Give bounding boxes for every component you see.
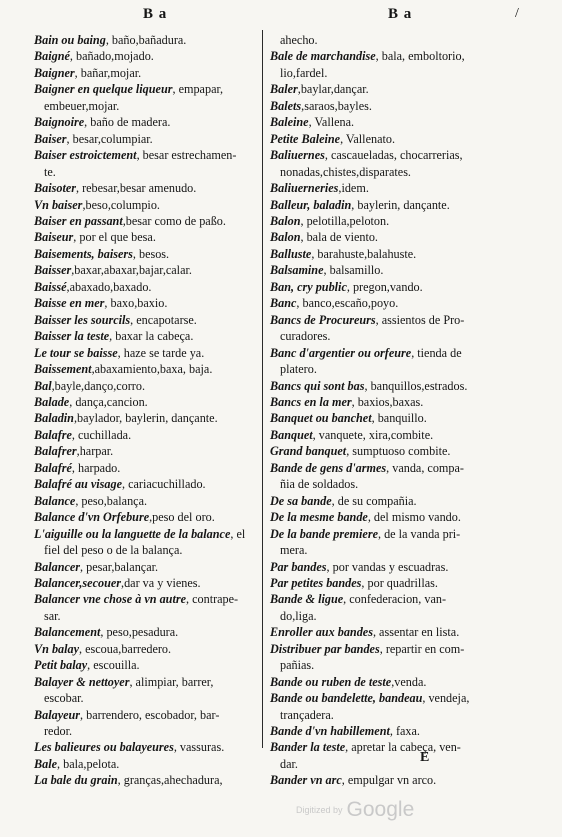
entry-headword: Distribuer par bandes [270,641,380,656]
dictionary-entry [34,624,254,640]
entry-headword: Baiser estroictement [34,148,137,163]
entry-translation: ,beso,columpio. [82,197,160,212]
dictionary-entry [270,180,488,196]
dictionary-entry [270,526,488,542]
dictionary-entry [270,410,488,426]
entry-translation: mera. [280,543,308,558]
entry-translation: , vanda, compa- [386,460,464,475]
dictionary-entry [270,690,488,706]
entry-headword: Bale de marchandise [270,49,376,64]
dictionary-entry [34,32,254,48]
entry-headword: Banc [270,296,297,311]
entry-translation: , banquillo. [371,411,427,426]
entry-headword: Enroller aux bandes [270,625,373,640]
entry-translation: , por quadrillas. [361,575,438,590]
entry-headword: Baissé [34,279,67,294]
entry-translation: , peso,pesadura. [100,625,179,640]
dictionary-entry [34,756,254,772]
entry-headword: Balancer,secouer [34,575,122,590]
entry-translation: , besos. [132,246,170,261]
entry-headword: Balade [34,394,70,409]
entry-translation: , harpado. [71,460,121,475]
entry-translation: curadores. [280,329,331,344]
dictionary-entry [34,559,254,575]
entry-translation: , por vandas y escuadras. [326,559,449,574]
entry-translation: , tienda de [411,345,462,360]
dictionary-entry [270,674,488,690]
entry-translation: , baylerin, dançante. [351,197,450,212]
entry-translation: , pelotilla,peloton. [300,213,390,228]
entry-translation: ,baylador, baylerin, dançante. [73,411,218,426]
dictionary-entry [34,279,254,295]
dictionary-entry [270,81,488,97]
entry-headword: Baissement [34,362,92,377]
entry-translation: , contrape- [186,592,239,607]
entry-headword: De la bande premiere [270,526,378,541]
dictionary-entry [34,81,254,97]
entry-translation: , baxar la cabeça. [109,329,194,344]
dictionary-entry [270,772,488,788]
dictionary-entry [34,180,254,196]
entry-headword: Bande ou ruben de teste [270,674,392,689]
entry-headword: Baisse en mer [34,296,105,311]
entry-translation: , banquillos,estrados. [364,378,468,393]
entry-headword: Baler [270,82,298,97]
entry-translation: , rebesar,besar amenudo. [75,181,197,196]
entry-translation: , assientos de Pro- [375,312,465,327]
dictionary-entry [34,229,254,245]
entry-headword: Balancement [34,625,101,640]
entry-headword: Balance [34,493,76,508]
entry-headword: Baiser en passant [34,213,123,228]
dictionary-entry [34,312,254,328]
entry-translation: , baño,bañadura. [105,33,187,47]
entry-translation: , por el que besa. [73,230,156,245]
entry-headword: La bale du grain [34,773,118,788]
entry-continuation-line [270,542,488,558]
dictionary-entry [270,509,488,525]
dictionary-entry [34,591,254,607]
entry-headword: Bancs de Procureurs [270,312,376,327]
entry-translation: , besar estrechamen- [136,148,237,163]
dictionary-entry [34,739,254,755]
entry-continuation-line [270,32,488,48]
dictionary-entry [270,114,488,130]
dictionary-entry [34,48,254,64]
entry-translation: , barrendero, escobador, bar- [80,707,220,722]
dictionary-entry [34,262,254,278]
column-divider [262,30,263,748]
entry-headword: Bain ou baing [34,33,106,47]
entry-translation: , assentar en lista. [372,625,460,640]
dictionary-entry [270,493,488,509]
catchword: E [420,750,430,765]
dictionary-entry [270,279,488,295]
entry-translation: trançadera. [280,707,334,722]
dictionary-entry [34,345,254,361]
dictionary-entry [270,98,488,114]
dictionary-entry [34,575,254,591]
entry-headword: De la mesme bande [270,510,368,525]
entry-headword: Balance d'vn Orfebure [34,510,150,525]
entry-translation: , vassuras. [173,740,225,755]
dictionary-entry [270,559,488,575]
entry-translation: ahecho. [280,33,318,47]
entry-headword: Par bandes [270,559,327,574]
entry-headword: Baisser les sourcils [34,312,131,327]
entry-headword: Balafré [34,460,72,475]
entry-headword: Bal [34,378,52,393]
entry-translation: ,saraos,bayles. [301,98,372,113]
entry-translation: , barahuste,balahuste. [311,246,417,261]
entry-continuation-line [270,476,488,492]
entry-translation: , peso,balança. [75,493,148,508]
entry-headword: Banquet [270,427,313,442]
entry-headword: Balancer [34,559,81,574]
entry-continuation-line [270,65,488,81]
entry-translation: , haze se tarde ya. [117,345,205,360]
entry-headword: Balets [270,98,302,113]
entry-translation: , cariacuchillado. [122,477,206,492]
watermark-small-text: Digitized by [296,805,343,815]
entry-headword: De sa bande [270,493,332,508]
dictionary-entry [270,641,488,657]
dictionary-entry [270,262,488,278]
entry-headword: Bander la teste [270,740,346,755]
entry-translation: platero. [280,362,317,377]
entry-headword: Bale [34,756,58,771]
entry-translation: , bañado,mojado. [69,49,154,64]
entry-translation: , escoua,barredero. [79,641,172,656]
entry-headword: Baigner [34,65,75,80]
entry-translation: , bala de viento. [300,230,378,245]
entry-translation: , empapar, [172,82,224,97]
dictionary-entry [34,657,254,673]
entry-translation: , baño de madera. [84,115,171,130]
dictionary-entry [34,114,254,130]
entry-continuation-line [34,608,254,624]
margin-mark: / [515,6,519,21]
dictionary-entry [34,707,254,723]
entry-translation: , pregon,vando. [346,279,423,294]
entry-continuation-line [270,608,488,624]
running-head-left: B a [143,6,168,22]
entry-headword: Bande de gens d'armes [270,460,387,475]
dictionary-entry [270,624,488,640]
entry-translation: , alimpiar, barrer, [129,674,214,689]
dictionary-entry [270,575,488,591]
digitized-by-google-watermark [296,798,414,822]
dictionary-entry [270,394,488,410]
dictionary-entry [34,443,254,459]
entry-headword: Baisser [34,263,72,278]
entry-headword: Balafrer [34,444,77,459]
entry-continuation-line [34,98,254,114]
entry-translation: ,abaxado,baxado. [66,279,152,294]
entry-translation: , confederacion, van- [343,592,447,607]
dictionary-entry [270,213,488,229]
entry-headword: Vn balay [34,641,80,656]
dictionary-entry [34,147,254,163]
entry-headword: Petit balay [34,658,88,673]
entry-translation: ,baylar,dançar. [297,82,369,97]
dictionary-entry [34,427,254,443]
dictionary-entry [270,197,488,213]
entry-translation: , granças,ahechadura, [117,773,223,788]
entry-headword: L'aiguille ou la languette de la balance [34,526,231,541]
entry-headword: Bander vn arc [270,773,342,788]
dictionary-entry [34,65,254,81]
dictionary-entry [270,460,488,476]
dictionary-entry [34,378,254,394]
entry-translation: dar. [280,756,298,771]
entry-headword: Baignoire [34,115,85,130]
entry-translation: , vanquete, xira,combite. [312,427,434,442]
entry-translation: , bala,pelota. [57,756,120,771]
dictionary-entry [34,410,254,426]
dictionary-entry [270,345,488,361]
entry-headword: Baiseur [34,230,74,245]
entry-translation: , cuchillada. [71,427,132,442]
entry-continuation-line [270,707,488,723]
dictionary-entry [270,229,488,245]
dictionary-entry [34,476,254,492]
dictionary-entry [270,378,488,394]
entry-headword: Bande ou bandelette, bandeau [270,691,423,706]
entry-translation: , de su compañia. [331,493,417,508]
entry-continuation-line [270,657,488,673]
entry-translation: , Vallenato. [340,131,396,146]
entry-headword: Balleur, baladin [270,197,352,212]
entry-translation: , Vallena. [308,115,355,130]
entry-translation: , dança,cancion. [69,394,148,409]
entry-headword: Bancs qui sont bas [270,378,365,393]
entry-translation: , escouilla. [87,658,140,673]
entry-translation: ñia de soldados. [280,477,359,492]
entry-continuation-line [34,164,254,180]
dictionary-entry [34,131,254,147]
left-column [34,32,254,789]
entry-translation: ,bayle,danço,corro. [51,378,146,393]
entry-translation: , de la vanda pri- [377,526,461,541]
dictionary-entry [270,312,488,328]
dictionary-entry [270,295,488,311]
dictionary-entry [34,509,254,525]
entry-continuation-line [34,723,254,739]
dictionary-entry [34,213,254,229]
entry-headword: Bande d'vn habillement [270,724,390,739]
entry-headword: Les balieures ou balayeures [34,740,174,755]
entry-translation: embeuer,mojar. [44,98,120,113]
entry-headword: Par petites bandes [270,575,362,590]
dictionary-entry [34,361,254,377]
dictionary-entry [270,246,488,262]
entry-headword: Baisoter [34,181,76,196]
entry-translation: ,peso del oro. [149,510,215,525]
dictionary-entry [34,295,254,311]
entry-translation: te. [44,164,56,179]
entry-translation: ,harpar. [76,444,114,459]
entry-translation: escobar. [44,691,84,706]
entry-continuation-line [270,328,488,344]
entry-translation: ,dar va y vienes. [121,575,201,590]
entry-translation: , apretar la cabeça, ven- [345,740,461,755]
entry-headword: Baisser la teste [34,329,110,344]
dictionary-entry [34,772,254,788]
entry-translation: ,idem. [338,181,369,196]
entry-continuation-line [270,756,488,772]
entry-translation: ,baxar,abaxar,bajar,calar. [71,263,192,278]
entry-translation: , repartir en com- [379,641,465,656]
entry-headword: Baladin [34,411,74,426]
entry-headword: Le tour se baisse [34,345,118,360]
entry-translation: sar. [44,608,61,623]
entry-headword: Baisements, baisers [34,246,133,261]
entry-translation: , empulgar vn arco. [341,773,437,788]
entry-headword: Balafre [34,427,72,442]
entry-headword: Balsamine [270,263,324,278]
entry-translation: ,venda. [391,674,427,689]
entry-translation: redor. [44,724,73,739]
dictionary-entry [34,246,254,262]
entry-translation: , pesar,balançar. [80,559,159,574]
entry-headword: Balon [270,230,301,245]
entry-headword: Balayer & nettoyer [34,674,130,689]
dictionary-entry [270,723,488,739]
entry-headword: Baliuerneries [270,181,339,196]
dictionary-entry [270,427,488,443]
dictionary-entry [34,641,254,657]
entry-headword: Baleine [270,115,309,130]
dictionary-entry [34,328,254,344]
entry-continuation-line [270,164,488,180]
entry-translation: , balsamillo. [323,263,384,278]
entry-translation: , del mismo vando. [367,510,461,525]
entry-headword: Baliuernes [270,148,325,163]
entry-headword: Balon [270,213,301,228]
entry-translation: ,abaxamiento,baxa, baja. [91,362,213,377]
dictionary-entry [34,460,254,476]
entry-headword: Baigné [34,49,70,64]
dictionary-entry [34,526,254,542]
dictionary-entry [270,48,488,64]
entry-translation: pañias. [280,658,315,673]
watermark-google-text: Google [346,798,415,821]
dictionary-entry [34,197,254,213]
entry-headword: Balluste [270,246,312,261]
entry-headword: Banquet ou banchet [270,411,372,426]
entry-headword: Grand banquet [270,444,347,459]
entry-translation: , bañar,mojar. [74,65,142,80]
dictionary-entry [34,674,254,690]
entry-continuation-line [270,361,488,377]
entry-translation: , cascaueladas, chocarrerias, [324,148,463,163]
entry-continuation-line [34,690,254,706]
entry-translation: , vendeja, [422,691,470,706]
entry-translation: , besar,columpiar. [66,131,153,146]
entry-headword: Ban, cry public [270,279,347,294]
entry-headword: Baigner en quelque liqueur [34,82,173,97]
entry-translation: , banco,escaño,poyo. [296,296,399,311]
entry-headword: Banc d'argentier ou orfeure [270,345,412,360]
dictionary-entry [270,443,488,459]
entry-translation: lio,fardel. [280,65,328,80]
running-head-right: B a [388,6,413,22]
dictionary-entry [34,493,254,509]
entry-headword: Vn baiser [34,197,83,212]
entry-translation: ,besar como de paßo. [122,213,226,228]
dictionary-entry [270,739,488,755]
entry-translation: , baxo,baxio. [104,296,168,311]
entry-translation: , faxa. [389,724,420,739]
entry-headword: Bancs en la mer [270,394,352,409]
entry-headword: Balancer vne chose à vn autre [34,592,186,607]
entry-headword: Balafré au visage [34,477,123,492]
dictionary-entry [270,147,488,163]
entry-translation: , baxios,baxas. [351,394,424,409]
dictionary-entry [270,131,488,147]
entry-translation: , sumptuoso combite. [346,444,451,459]
entry-translation: , el [230,526,246,541]
entry-translation: fiel del peso o de la balança. [44,543,183,558]
entry-translation: nonadas,chistes,disparates. [280,164,411,179]
entry-headword: Balayeur [34,707,81,722]
entry-translation: , bala, emboltorio, [375,49,465,64]
dictionary-entry [34,394,254,410]
entry-translation: , encapotarse. [130,312,197,327]
entry-continuation-line [34,542,254,558]
entry-headword: Bande & ligue [270,592,344,607]
entry-headword: Baiser [34,131,67,146]
dictionary-entry [270,591,488,607]
entry-translation: do,liga. [280,608,317,623]
right-column [270,32,488,789]
entry-headword: Petite Baleine [270,131,341,146]
